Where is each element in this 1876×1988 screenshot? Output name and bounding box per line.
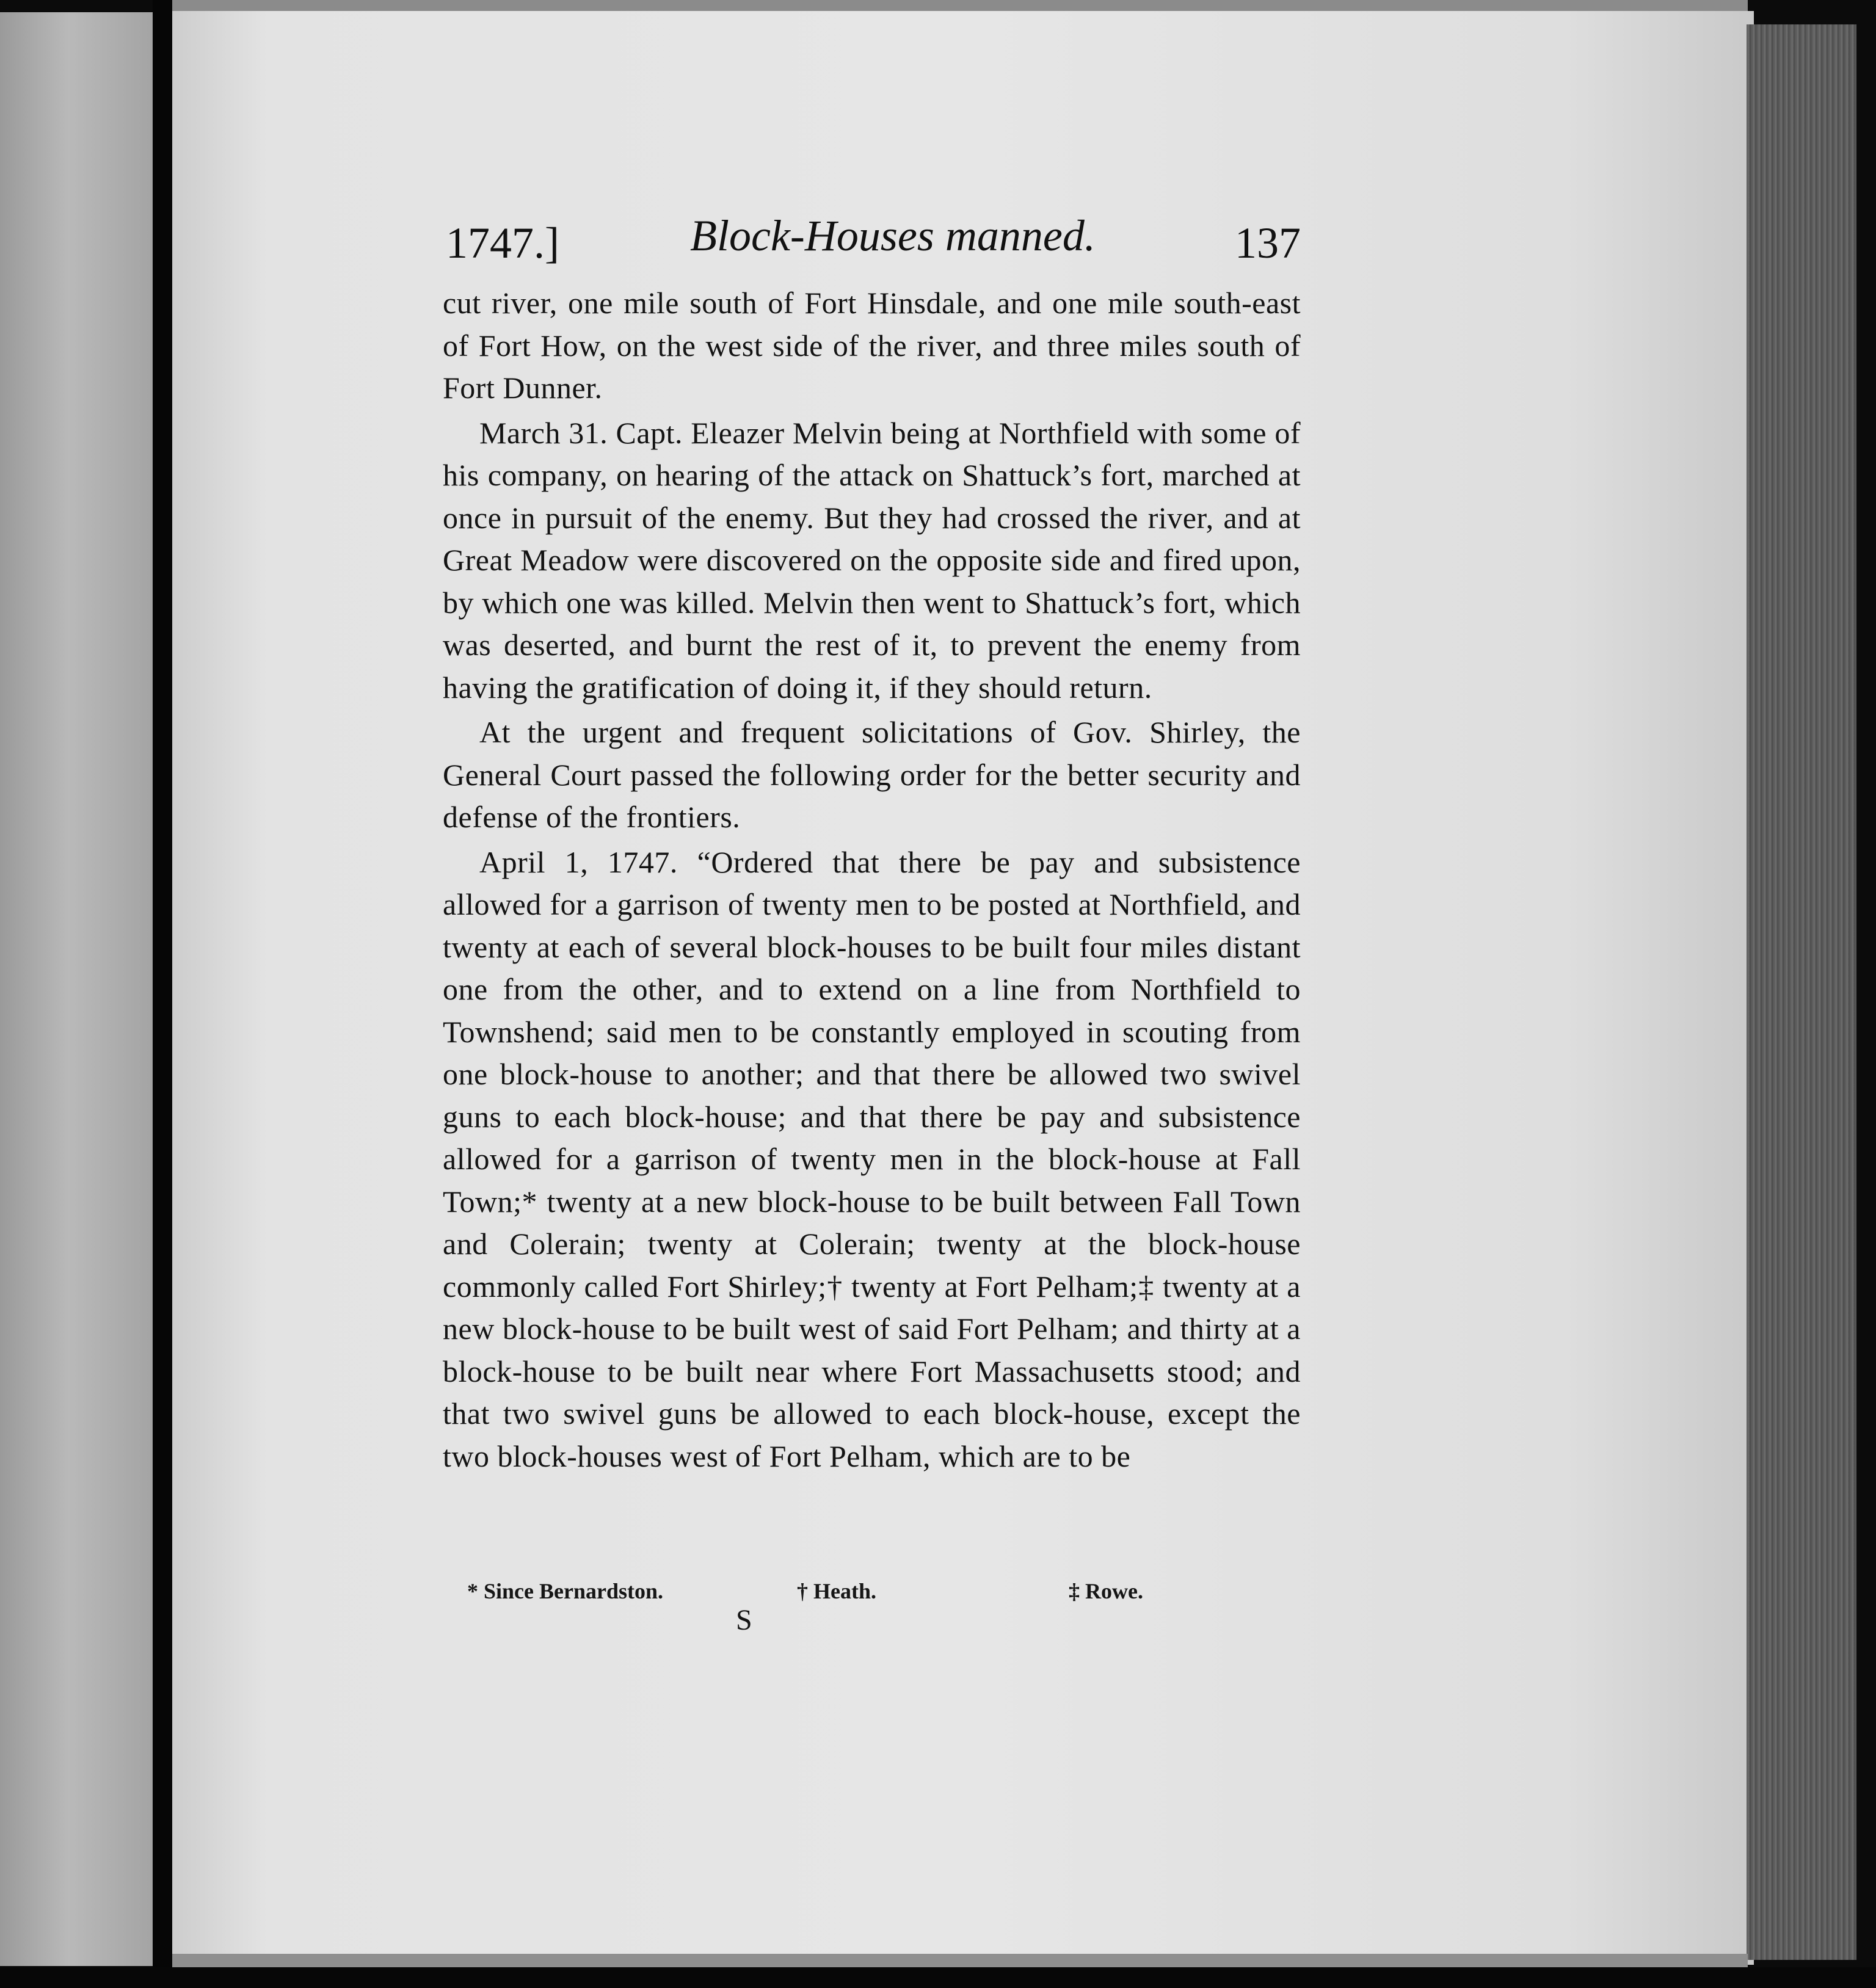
paragraph-april-1: April 1, 1747. “Ordered that there be pay and subsistence allowed for a garrison of twenty men to be posted at Northfield, and twenty at each of several block-houses to be built four miles distant one from the other, and to extend on a line from Northfield to Townshend; said men to be constantly employed in scouting from one block-house to another; and that there be allowed two swivel guns to each block-house; and that there be pay and subsistence allowed for a garrison of twenty men in the block-house at Fall Town;* twenty at a new block-house to be built between Fall Town and Colerain; twenty at Colerain; twenty at the block-house commonly called Fort Shirley;† twenty at Fort Pelham;‡ twenty at a new block-house to be built west of said Fort Pelham; and thirty at a block-house to be built near where Fort Massachusetts stood; and that two swivel guns be allowed to each block-house, except the two block-houses west of Fort Pelham, which are to be	[443, 844, 1301, 1473]
paragraph-general-court: At the urgent and frequent solicitations of Gov. Shirley, the General Court passed the following order for the better security and defense of the frontiers.	[443, 715, 1301, 834]
footnote-rowe: ‡ Rowe.	[1069, 1579, 1143, 1603]
footnote-bernardston: * Since Bernardston.	[467, 1579, 664, 1603]
signature-mark: S	[736, 1604, 752, 1636]
running-head-year: 1747.]	[446, 219, 559, 267]
page-stack-edge	[1747, 24, 1856, 1960]
running-head-title: Block-Houses manned.	[690, 211, 1096, 260]
running-head	[446, 211, 1301, 278]
paragraph-continuation: cut river, one mile south of Fort Hinsdale, and one mile south-east of Fort How, on the west side of the river, and three miles south of Fort Dunner.	[443, 286, 1301, 405]
footnotes	[467, 1578, 1322, 1615]
page-number: 137	[1235, 219, 1301, 267]
paragraph-march-31: March 31. Capt. Eleazer Melvin being at Northfield with some of his company, on hearing of the attack on Shattuck’s fort, marched at once in pursuit of the enemy. But they had crossed the river, and at Great Meadow were discovered on the opposite side and fired upon, by which one was killed. Melvin then went to Shattuck’s fort, which was deserted, and burnt the rest of it, to prevent the enemy from having the gratification of doing it, if they should return.	[443, 415, 1301, 705]
scan-border	[0, 1967, 1876, 1988]
book-gutter	[153, 0, 172, 1988]
left-page-edge	[0, 12, 153, 1966]
footnote-heath: † Heath.	[797, 1579, 876, 1603]
body-text	[443, 282, 1301, 1480]
